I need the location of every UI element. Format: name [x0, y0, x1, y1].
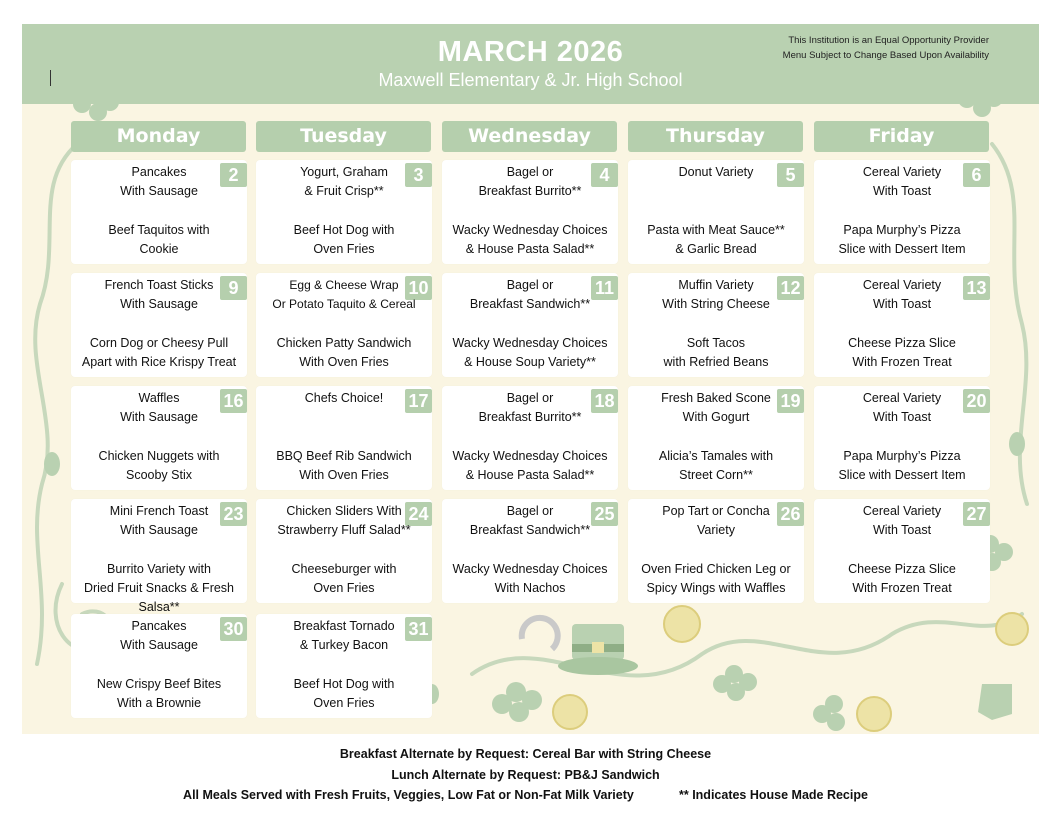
breakfast-item: Bagel or Breakfast Sandwich** — [469, 278, 591, 311]
breakfast-item: Bagel or Breakfast Burrito** — [478, 391, 582, 424]
date-number: 4 — [591, 163, 618, 187]
lunch-item: Soft Tacos with Refried Beans — [663, 336, 769, 369]
date-number: 6 — [963, 163, 990, 187]
breakfast-item: Mini French Toast With Sausage — [109, 504, 209, 537]
menu-day-cell — [256, 160, 432, 264]
lunch-item: Wacky Wednesday Choices With Nachos — [452, 562, 608, 595]
day-header-monday: Monday — [71, 121, 246, 152]
date-number: 24 — [405, 502, 432, 526]
breakfast-item: Muffin Variety With String Cheese — [662, 278, 770, 311]
breakfast-item: Egg & Cheese Wrap Or Potato Taquito & Cereal — [272, 278, 416, 311]
date-number: 20 — [963, 389, 990, 413]
lunch-item: Beef Taquitos with Cookie — [108, 223, 210, 256]
date-number: 11 — [591, 276, 618, 300]
menu-day-cell — [814, 273, 990, 377]
meals-served-note: All Meals Served with Fresh Fruits, Veggies, Low Fat or Non-Fat Milk Variety ** Indicates House Made Recipe — [183, 788, 868, 802]
breakfast-item: Waffles With Sausage — [120, 391, 198, 424]
lunch-item: BBQ Beef Rib Sandwich With Oven Fries — [276, 449, 412, 482]
lunch-item: Wacky Wednesday Choices & House Pasta Salad** — [452, 449, 608, 482]
menu-day-cell — [442, 499, 618, 603]
menu-change-notice: Menu Subject to Change Based Upon Availability — [782, 50, 989, 61]
menu-day-cell — [442, 273, 618, 377]
menu-day-cell — [442, 386, 618, 490]
lunch-item: Beef Hot Dog with Oven Fries — [293, 223, 395, 256]
lunch-item: Chicken Nuggets with Scooby Stix — [98, 449, 220, 482]
breakfast-item: Pancakes With Sausage — [120, 165, 198, 198]
breakfast-item: Bagel or Breakfast Burrito** — [478, 165, 582, 198]
day-header-thursday: Thursday — [628, 121, 803, 152]
date-number: 17 — [405, 389, 432, 413]
date-number: 23 — [220, 502, 247, 526]
menu-day-cell — [71, 273, 247, 377]
menu-day-cell — [814, 386, 990, 490]
date-number: 3 — [405, 163, 432, 187]
breakfast-item: Yogurt, Graham & Fruit Crisp** — [300, 165, 388, 198]
menu-day-cell — [814, 160, 990, 264]
lunch-item: Papa Murphy’s Pizza Slice with Dessert Item — [838, 449, 966, 482]
date-number: 18 — [591, 389, 618, 413]
date-number: 5 — [777, 163, 804, 187]
day-header-wednesday: Wednesday — [442, 121, 617, 152]
menu-day-cell — [71, 160, 247, 264]
breakfast-item: Chefs Choice! — [304, 391, 384, 405]
menu-day-cell — [256, 273, 432, 377]
breakfast-item: Pancakes With Sausage — [120, 619, 198, 652]
day-header-friday: Friday — [814, 121, 989, 152]
footer-notes — [0, 744, 1051, 806]
day-header-tuesday: Tuesday — [256, 121, 431, 152]
date-number: 19 — [777, 389, 804, 413]
menu-day-cell — [628, 273, 804, 377]
menu-day-cell — [814, 499, 990, 603]
date-number: 30 — [220, 617, 247, 641]
lunch-item: Wacky Wednesday Choices & House Soup Variety** — [452, 336, 608, 369]
breakfast-item: Cereal Variety With Toast — [862, 165, 942, 198]
date-number: 10 — [405, 276, 432, 300]
lunch-item: Oven Fried Chicken Leg or Spicy Wings with Waffles — [641, 562, 791, 595]
menu-day-cell — [628, 160, 804, 264]
menu-sheet — [22, 24, 1039, 734]
date-number: 2 — [220, 163, 247, 187]
lunch-alternate-note: Lunch Alternate by Request: PB&J Sandwich — [391, 767, 660, 782]
date-number: 16 — [220, 389, 247, 413]
header-banner — [22, 24, 1039, 104]
menu-day-cell — [628, 499, 804, 603]
breakfast-item: French Toast Sticks With Sausage — [104, 278, 214, 311]
breakfast-item: Cereal Variety With Toast — [862, 278, 942, 311]
lunch-item: New Crispy Beef Bites With a Brownie — [96, 677, 222, 710]
menu-day-cell — [71, 614, 247, 718]
menu-day-cell — [442, 160, 618, 264]
lunch-item: Chicken Patty Sandwich With Oven Fries — [276, 336, 412, 369]
breakfast-alternate-note: Breakfast Alternate by Request: Cereal Bar with String Cheese — [339, 747, 712, 761]
breakfast-item: Chicken Sliders With Strawberry Fluff Salad** — [277, 504, 411, 537]
breakfast-item: Breakfast Tornado & Turkey Bacon — [293, 619, 395, 652]
date-number: 12 — [777, 276, 804, 300]
menu-day-cell — [628, 386, 804, 490]
lunch-item: Corn Dog or Cheesy Pull Apart with Rice Krispy Treat — [81, 336, 237, 369]
lunch-item: Cheese Pizza Slice With Frozen Treat — [848, 336, 956, 369]
menu-day-cell — [256, 614, 432, 718]
menu-day-cell — [256, 499, 432, 603]
breakfast-item: Donut Variety — [678, 165, 754, 179]
lunch-item: Beef Hot Dog with Oven Fries — [293, 677, 395, 710]
text-cursor — [50, 70, 51, 86]
page-title: MARCH 2026 — [437, 36, 624, 68]
breakfast-item: Bagel or Breakfast Sandwich** — [469, 504, 591, 537]
date-number: 26 — [777, 502, 804, 526]
date-number: 9 — [220, 276, 247, 300]
lunch-item: Papa Murphy’s Pizza Slice with Dessert Item — [838, 223, 966, 256]
lunch-item: Alicia’s Tamales with Street Corn** — [658, 449, 774, 482]
lunch-item: Cheese Pizza Slice With Frozen Treat — [848, 562, 956, 595]
date-number: 31 — [405, 617, 432, 641]
date-number: 25 — [591, 502, 618, 526]
breakfast-item: Cereal Variety With Toast — [862, 391, 942, 424]
breakfast-item: Pop Tart or Concha Variety — [662, 504, 770, 537]
lunch-item: Burrito Variety with Dried Fruit Snacks & Fresh Salsa** — [83, 562, 235, 614]
date-number: 27 — [963, 502, 990, 526]
lunch-item: Wacky Wednesday Choices & House Pasta Salad** — [452, 223, 608, 256]
breakfast-item: Cereal Variety With Toast — [862, 504, 942, 537]
breakfast-item: Fresh Baked Scone With Gogurt — [661, 391, 771, 424]
menu-day-cell — [71, 386, 247, 490]
lunch-item: Pasta with Meat Sauce** & Garlic Bread — [647, 223, 785, 256]
menu-day-cell — [256, 386, 432, 490]
school-name: Maxwell Elementary & Jr. High School — [378, 70, 683, 90]
lunch-item: Cheeseburger with Oven Fries — [291, 562, 397, 595]
date-number: 13 — [963, 276, 990, 300]
menu-day-cell — [71, 499, 247, 614]
equal-opportunity-notice: This Institution is an Equal Opportunity Provider — [788, 35, 989, 46]
